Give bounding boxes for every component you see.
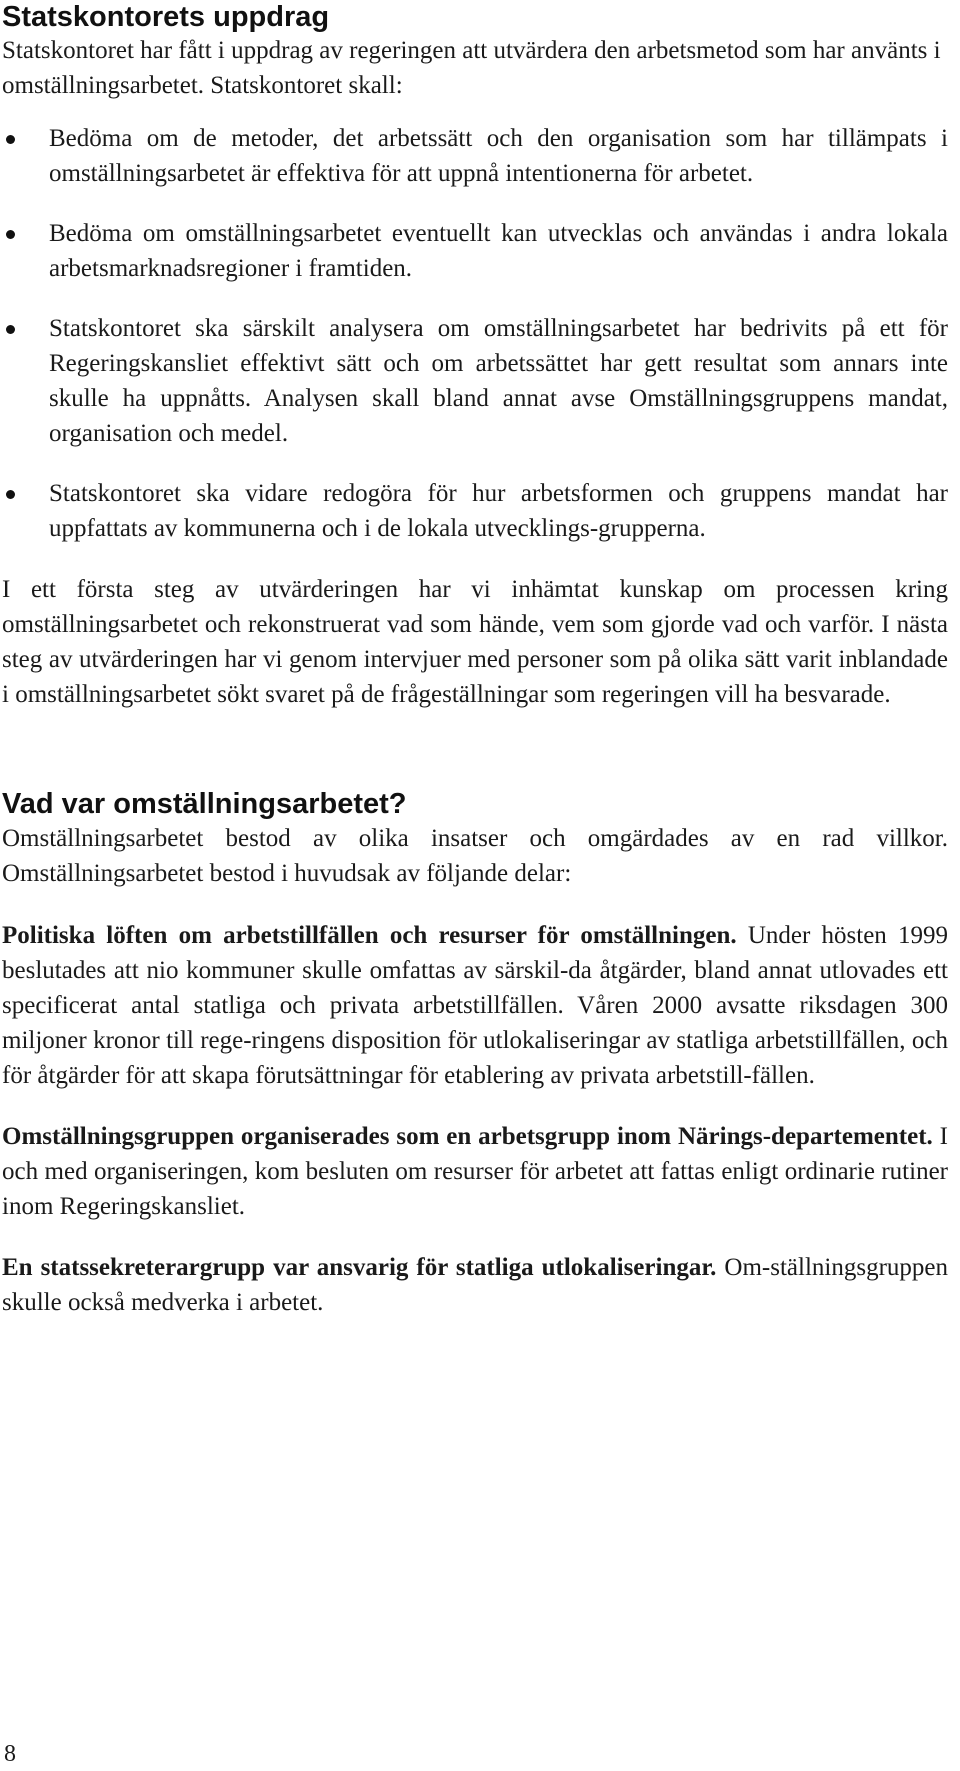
paragraph-body: Under hösten 1999 beslutades att nio kommuner skulle omfattas av särskil-da åtgärder, bland annat utlovades ett specificerat antal statliga och privata arbetstillfällen. Våren 2000 avsatte riksdagen 300 miljoner kronor till rege-ringens disposition för utlokaliseringar av statliga arbetstillfällen, och för åtgärder för att skapa förutsättningar för etablering av privata arbetstill-fällen. — [2, 922, 949, 1089]
list-item-text: Bedöma om de metoder, det arbetssätt och den organisation som har tillämpats i omställningsarbetet är effektiva för att uppnå intentionerna för arbetet. — [49, 125, 948, 187]
content-paragraph — [2, 1119, 948, 1224]
content-paragraph — [2, 1250, 948, 1320]
task-list — [2, 121, 948, 546]
page-number: 8 — [4, 1741, 16, 1767]
method-paragraph: I ett första steg av utvärderingen har vi inhämtat kunskap om processen kring omställningsarbetet och rekonstruerat vad som hände, vem som gjorde vad och varför. I nästa steg av utvärderingen har vi genom intervjuer med personer som på olika sätt varit inblandade i omställningsarbetet sökt svaret på de frågeställningar som regeringen vill ha besvarade. — [2, 576, 948, 708]
list-item-text: Bedöma om omställningsarbetet eventuellt kan utvecklas och användas i andra lokala arbetsmarknadsregioner i framtiden. — [49, 220, 948, 282]
paragraph-body: Om-ställningsgruppen skulle också medverka i arbetet. — [2, 1254, 948, 1316]
list-item-text: Statskontoret ska vidare redogöra för hur arbetsformen och gruppens mandat har uppfattats av kommunerna och i de lokala utvecklings-grupperna. — [49, 480, 948, 542]
paragraph-lead: Omställningsgruppen organiserades som en arbetsgrupp inom Närings-departementet. — [2, 1123, 933, 1150]
bullet-icon — [6, 135, 15, 144]
content-paragraph — [2, 918, 948, 1093]
section2-intro-paragraph: Omställningsarbetet bestod av olika insatser och omgärdades av en rad villkor. Omställningsarbetet bestod i huvudsak av följande delar: — [2, 825, 948, 887]
paragraph-lead: En statssekreterargrupp var ansvarig för statliga utlokaliseringar. — [2, 1254, 717, 1281]
bullet-icon — [6, 490, 15, 499]
section-heading-omstallningsarbetet: Vad var omställningsarbetet? — [2, 788, 407, 820]
section-heading-uppdrag: Statskontorets uppdrag — [2, 1, 330, 33]
paragraph-body: I och med organiseringen, kom besluten om resurser för arbetet att fattas enligt ordinarie rutiner inom Regeringskansliet. — [2, 1123, 949, 1220]
paragraph-lead: Politiska löften om arbetstillfällen och resurser för omställningen. — [2, 922, 737, 949]
intro-paragraph: Statskontoret har fått i uppdrag av regeringen att utvärdera den arbetsmetod som har använts i omställningsarbetet. Statskontoret skall: — [2, 37, 941, 99]
bullet-icon — [6, 230, 15, 239]
list-item-text: Statskontoret ska särskilt analysera om omställningsarbetet har bedrivits på ett för Regeringskansliet effektivt sätt och om arbetssättet har gett resultat som annars inte skulle ha uppnåtts. Analysen skall bland annat avse Omställningsgruppens mandat, organisation och medel. — [49, 315, 948, 447]
list-item — [2, 311, 948, 451]
bullet-icon — [6, 325, 15, 334]
document-page — [2, 0, 948, 1320]
list-item — [2, 121, 948, 191]
list-item — [2, 476, 948, 546]
list-item — [2, 216, 948, 286]
